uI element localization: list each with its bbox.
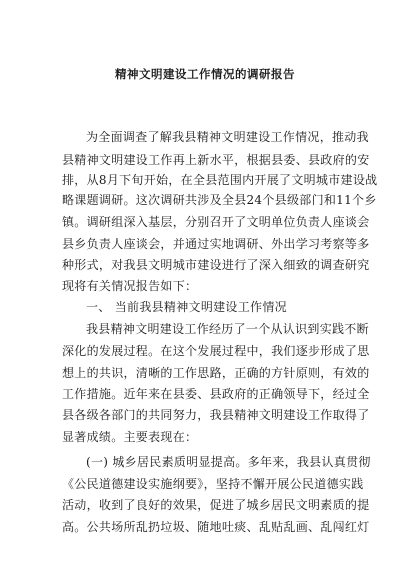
body-line: 略课题调研。这次调研共涉及全县24个县级部门和11个乡 bbox=[62, 193, 377, 207]
body-line: 县乡负责人座谈会，并通过实地调研、外出学习考察等多 bbox=[62, 237, 370, 251]
body-line: 我县精神文明建设工作经历了一个从认识到实践不断 bbox=[86, 322, 369, 336]
body-line: 一、 当前我县精神文明建设工作情况 bbox=[86, 300, 287, 314]
body-line: 现将有关情况报告如下： bbox=[62, 279, 198, 293]
body-line: (一) 城乡居民素质明显提高。多年来，我县认真贯彻 bbox=[86, 455, 371, 469]
body-line: 县精神文明建设工作再上新水平，根据县委、县政府的安 bbox=[62, 153, 370, 167]
body-line: 高。公共场所乱扔垃圾、随地吐痰、乱贴乱画、乱闯红灯 bbox=[62, 520, 370, 534]
body-line: 显著成绩。主要表现在： bbox=[62, 430, 198, 444]
body-line: 想上的共识，清晰的工作思路，正确的方针原则，有效的 bbox=[62, 366, 370, 380]
body-line: 种形式，对我县文明城市建设进行了深入细致的调查研究 bbox=[62, 258, 370, 272]
body-line: 工作措施。近年来在县委、县政府的正确领导下，经过全 bbox=[62, 387, 370, 401]
body-line: 活动，收到了良好的效果，促进了城乡居民文明素质的提 bbox=[62, 498, 370, 512]
body-line: 县各级各部门的共同努力，我县精神文明建设工作取得了 bbox=[62, 408, 370, 422]
body-line: 深化的发展过程。在这个发展过程中，我们逐步形成了思 bbox=[62, 344, 370, 358]
body-line: 排，从8月下旬开始，在全县范围内开展了文明城市建设战 bbox=[62, 173, 378, 187]
body-line: 为全面调查了解我县精神文明建设工作情况，推动我 bbox=[86, 130, 369, 144]
body-line: 镇。调研组深入基层，分别召开了文明单位负责人座谈会 bbox=[62, 215, 370, 229]
body-line: 《公民道德建设实施纲要》，坚持不懈开展公民道德实践 bbox=[62, 477, 364, 491]
document-title: 精神文明建设工作情况的调研报告 bbox=[115, 67, 295, 81]
